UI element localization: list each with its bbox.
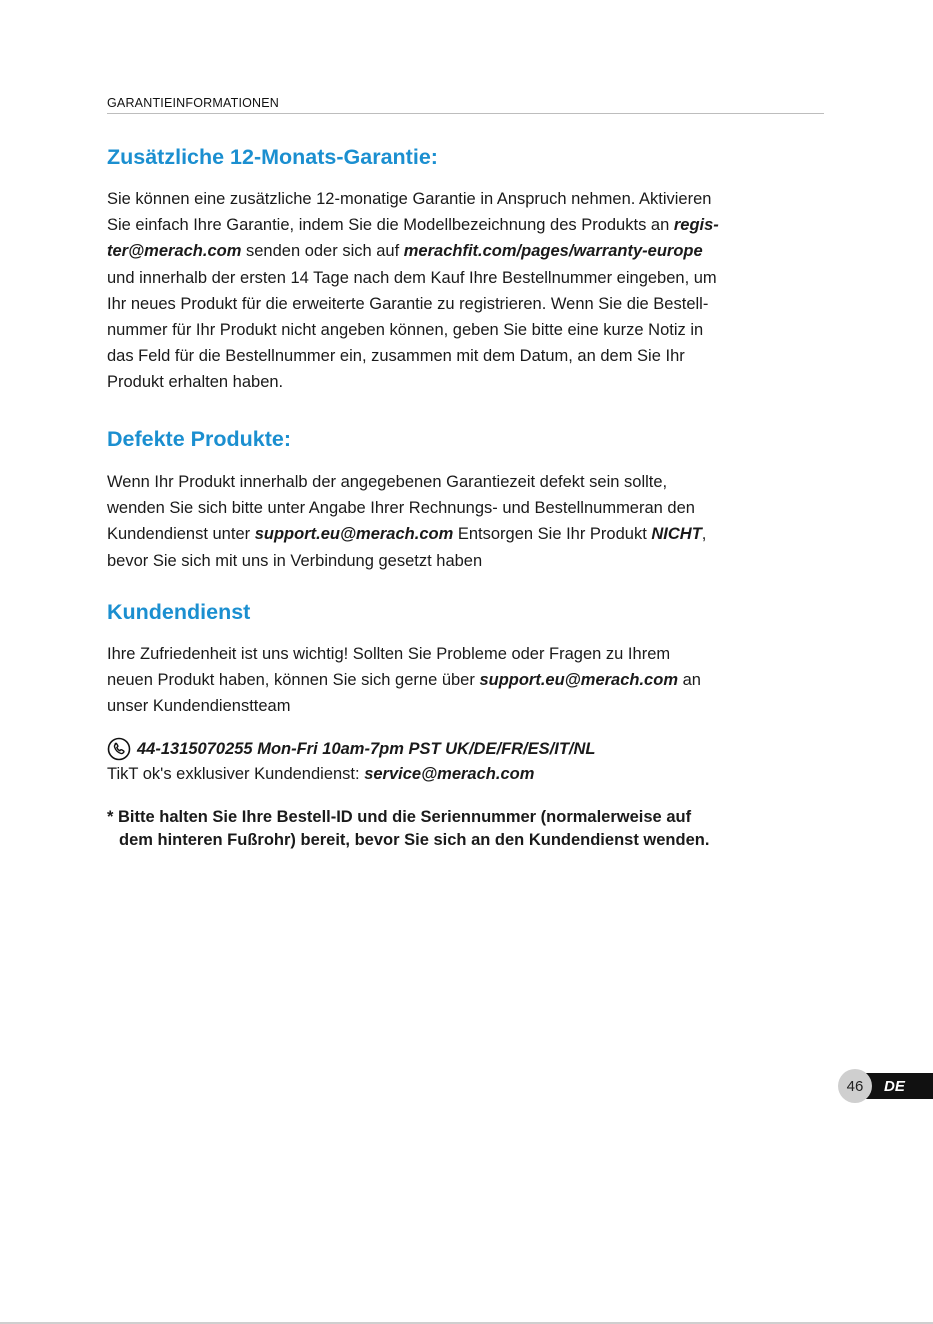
- text-line: und innerhalb der ersten 14 Tage nach dem Kauf Ihre Bestellnummer eingeben, um: [107, 268, 717, 287]
- section-body-defective: [107, 469, 706, 574]
- section-body-extra-warranty: [107, 186, 719, 396]
- text-line: das Feld für die Bestellnummer ein, zusammen mit dem Datum, an dem Sie Ihr: [107, 347, 685, 366]
- text-line: unser Kundendienstteam: [107, 697, 291, 716]
- text-line: bevor Sie sich mit uns in Verbindung gesetzt haben: [107, 551, 483, 570]
- phone-icon: [107, 737, 131, 761]
- text-line: Ihr neues Produkt für die erweiterte Garantie zu registrieren. Wenn Sie die Bestell-: [107, 294, 709, 313]
- text-line: Produkt erhalten haben.: [107, 373, 284, 392]
- tiktok-contact: TikT ok's exklusiver Kundendienst: service@merach.com: [107, 765, 535, 783]
- text-line: neuen Produkt haben, können Sie sich gerne über support.eu@merach.com an: [107, 671, 701, 690]
- nicht-emphasis: NICHT: [651, 525, 702, 544]
- language-tab: DE: [860, 1073, 933, 1099]
- section-body-customer-service: [107, 641, 701, 720]
- note-line: dem hinteren Fußrohr) bereit, bevor Sie sich an den Kundendienst wenden.: [119, 831, 710, 849]
- tiktok-service-email-link[interactable]: service@merach.com: [364, 765, 535, 783]
- register-email-link[interactable]: regis-: [673, 216, 719, 235]
- section-heading-customer-service: Kundendienst: [107, 600, 251, 624]
- text-line: nummer für Ihr Produkt nicht angeben können, geben Sie bitte eine kurze Notiz in: [107, 321, 704, 340]
- phone-contact: [107, 737, 595, 761]
- text-line: Sie können eine zusätzliche 12-monatige Garantie in Anspruch nehmen. Aktivieren: [107, 190, 712, 208]
- text-line: Sie einfach Ihre Garantie, indem Sie die Modellbezeichnung des Produkts an regis-: [107, 216, 719, 235]
- text-line: wenden Sie sich bitte unter Angabe Ihrer Rechnungs- und Bestellnummeran den: [107, 499, 695, 518]
- page-header: GARANTIEINFORMATIONEN: [107, 96, 824, 114]
- register-email-link[interactable]: ter@merach.com: [107, 242, 242, 261]
- text-line: ter@merach.com senden oder sich auf merachfit.com/pages/warranty-europe: [107, 242, 703, 261]
- service-note: [107, 806, 709, 852]
- text-line: Kundendienst unter support.eu@merach.com Entsorgen Sie Ihr Produkt NICHT,: [107, 525, 707, 544]
- section-heading-extra-warranty: Zusätzliche 12-Monats-Garantie:: [107, 145, 438, 169]
- page-number-badge: 46: [838, 1069, 872, 1103]
- section-heading-defective: Defekte Produkte:: [107, 427, 291, 451]
- text-line: Ihre Zufriedenheit ist uns wichtig! Sollten Sie Probleme oder Fragen zu Ihrem: [107, 645, 671, 663]
- warranty-url-link[interactable]: merachfit.com/pages/warranty-europe: [403, 242, 703, 261]
- support-email-link[interactable]: support.eu@merach.com: [479, 671, 678, 690]
- support-email-link[interactable]: support.eu@merach.com: [254, 525, 454, 544]
- text-line: Wenn Ihr Produkt innerhalb der angegebenen Garantiezeit defekt sein sollte,: [107, 473, 668, 491]
- phone-number-link[interactable]: 44-1315070255 Mon-Fri 10am-7pm PST UK/DE/FR/ES/IT/NL: [137, 739, 596, 758]
- note-line: * Bitte halten Sie Ihre Bestell-ID und die Seriennummer (normalerweise auf: [107, 808, 692, 826]
